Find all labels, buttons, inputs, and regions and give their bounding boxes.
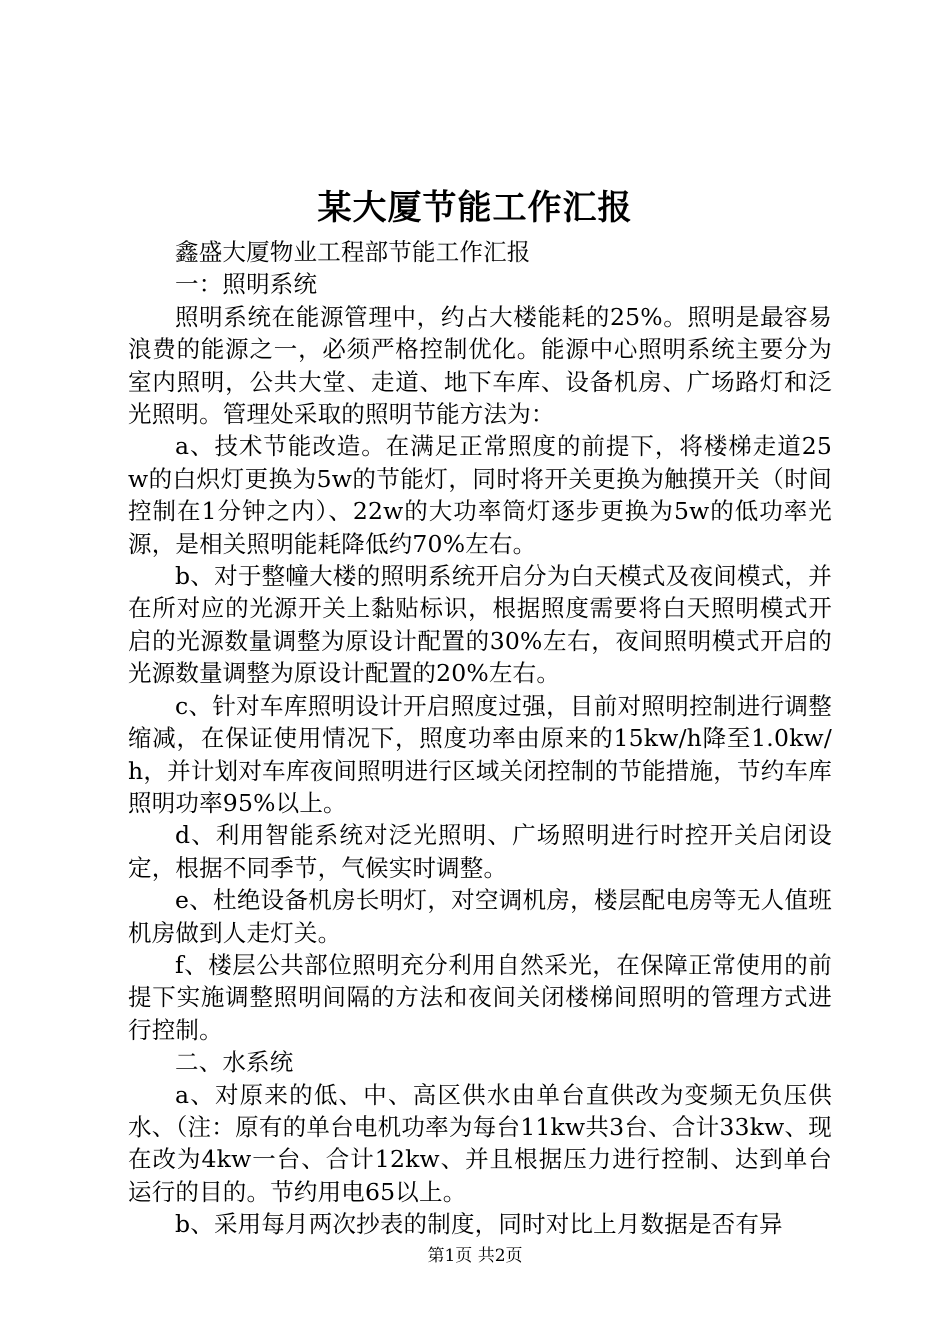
paragraph-subtitle: 鑫盛大厦物业工程部节能工作汇报 (175, 238, 531, 266)
page-footer: 第1页 共2页 (427, 1246, 523, 1266)
paragraph: c、针对车库照明设计开启照度过强，目前对照明控制进行调整缩减，在保证使用情况下，照度功率由原来的15kw/h降至1.0kw/h，并计划对车库夜间照明进行区域关闭控制的节能措施，节约车库照明功率95%以上。 (128, 691, 832, 817)
paragraph: f、楼层公共部位照明充分利用自然采光，在保障正常使用的前提下实施调整照明间隔的方法和夜间关闭楼梯间照明的管理方式进行控制。 (128, 950, 832, 1044)
paragraph: e、杜绝设备机房长明灯，对空调机房，楼层配电房等无人值班机房做到人走灯关。 (128, 886, 832, 947)
paragraph: 照明系统在能源管理中，约占大楼能耗的25%。照明是最容易浪费的能源之一，必须严格控制优化。能源中心照明系统主要分为室内照明，公共大堂、走道、地下车库、设备机房、广场路灯和泛光照明。管理处采取的照明节能方法为： (128, 302, 832, 429)
paragraph: d、利用智能系统对泛光照明、广场照明进行时控开关启闭设定，根据不同季节，气候实时调整。 (128, 821, 832, 882)
section-heading-lighting: 一：照明系统 (175, 270, 318, 299)
paragraph: b、对于整幢大楼的照明系统开启分为白天模式及夜间模式，并在所对应的光源开关上黏贴标识，根据照度需要将白天照明模式开启的光源数量调整为原设计配置的30%左右，夜间照明模式开启的光源数量调整为原设计配置的20%左右。 (128, 562, 832, 688)
section-heading-water: 二、水系统 (175, 1048, 294, 1077)
paragraph: b、采用每月两次抄表的制度，同时对比上月数据是否有异 (175, 1210, 783, 1239)
paragraph: a、对原来的低、中、高区供水由单台直供改为变频无负压供水、（注：原有的单台电机功率为每台11kw共3台、合计33kw、现在改为4kw一台、合计12kw、并且根据压力进行控制、达到单台运行的目的。节约用电65以上。 (128, 1080, 832, 1206)
paragraph: a、技术节能改造。在满足正常照度的前提下，将楼梯走道25w的白炽灯更换为5w的节能灯，同时将开关更换为触摸开关（时间控制在1分钟之内）、22w的大功率筒灯逐步更换为5w的低功率光源，是相关照明能耗降低约70%左右。 (128, 432, 832, 558)
document-body (128, 236, 832, 1241)
document-title: 某大厦节能工作汇报 (317, 188, 633, 228)
